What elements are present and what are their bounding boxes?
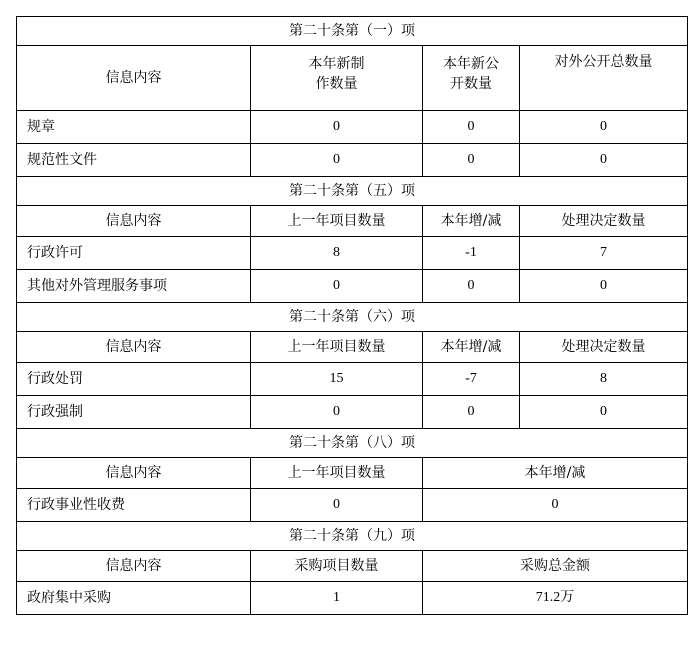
header-row xyxy=(17,46,688,111)
row-value: 7 xyxy=(520,237,688,270)
table-row xyxy=(17,363,688,396)
row-value: 0 xyxy=(423,111,520,144)
row-value: 0 xyxy=(423,489,688,522)
row-value: 0 xyxy=(251,144,423,177)
section-title: 第二十条第（六）项 xyxy=(17,303,688,332)
header-cell: 采购总金额 xyxy=(423,551,688,582)
row-value: 0 xyxy=(520,111,688,144)
row-value: 0 xyxy=(251,396,423,429)
header-row xyxy=(17,551,688,582)
row-label: 政府集中采购 xyxy=(17,582,251,615)
header-row xyxy=(17,458,688,489)
row-value: 0 xyxy=(520,270,688,303)
header-cell: 信息内容 xyxy=(17,551,251,582)
disclosure-table xyxy=(16,16,688,615)
header-cell: 信息内容 xyxy=(17,332,251,363)
row-label: 其他对外管理服务事项 xyxy=(17,270,251,303)
header-cell: 上一年项目数量 xyxy=(251,206,423,237)
section-title-row xyxy=(17,522,688,551)
header-cell: 处理决定数量 xyxy=(520,332,688,363)
row-value: -7 xyxy=(423,363,520,396)
header-cell: 上一年项目数量 xyxy=(251,458,423,489)
section-title: 第二十条第（一）项 xyxy=(17,17,688,46)
row-value: 0 xyxy=(520,144,688,177)
row-label: 规范性文件 xyxy=(17,144,251,177)
section-title: 第二十条第（五）项 xyxy=(17,177,688,206)
header-row xyxy=(17,332,688,363)
header-cell: 上一年项目数量 xyxy=(251,332,423,363)
table-row xyxy=(17,582,688,615)
disclosure-table-container xyxy=(16,16,687,615)
header-cell xyxy=(251,46,423,111)
header-cell: 本年增/减 xyxy=(423,332,520,363)
row-value: 0 xyxy=(423,396,520,429)
header-cell: 信息内容 xyxy=(17,46,251,111)
section-title-row xyxy=(17,17,688,46)
row-value: 0 xyxy=(520,396,688,429)
row-value: 71.2万 xyxy=(423,582,688,615)
row-label: 行政强制 xyxy=(17,396,251,429)
row-label: 行政许可 xyxy=(17,237,251,270)
row-label: 行政处罚 xyxy=(17,363,251,396)
row-value: -1 xyxy=(423,237,520,270)
table-row xyxy=(17,144,688,177)
row-label: 行政事业性收费 xyxy=(17,489,251,522)
table-row xyxy=(17,270,688,303)
header-cell: 信息内容 xyxy=(17,458,251,489)
section-title-row xyxy=(17,303,688,332)
header-cell: 本年增/减 xyxy=(423,206,520,237)
section-title: 第二十条第（九）项 xyxy=(17,522,688,551)
row-value: 0 xyxy=(251,489,423,522)
row-value: 0 xyxy=(423,144,520,177)
table-row xyxy=(17,396,688,429)
header-cell: 信息内容 xyxy=(17,206,251,237)
header-text: 本年新制 作数量 xyxy=(308,56,365,92)
row-value: 0 xyxy=(423,270,520,303)
row-value: 8 xyxy=(520,363,688,396)
header-cell: 采购项目数量 xyxy=(251,551,423,582)
row-value: 15 xyxy=(251,363,423,396)
header-row xyxy=(17,206,688,237)
table-row xyxy=(17,237,688,270)
row-value: 1 xyxy=(251,582,423,615)
table-row xyxy=(17,489,688,522)
header-cell: 对外公开总数量 xyxy=(520,46,688,111)
header-cell: 处理决定数量 xyxy=(520,206,688,237)
header-text: 本年新公 开数量 xyxy=(443,56,499,92)
row-value: 0 xyxy=(251,270,423,303)
header-cell xyxy=(423,46,520,111)
header-cell: 本年增/减 xyxy=(423,458,688,489)
section-title-row xyxy=(17,429,688,458)
table-row xyxy=(17,111,688,144)
row-value: 8 xyxy=(251,237,423,270)
section-title: 第二十条第（八）项 xyxy=(17,429,688,458)
row-label: 规章 xyxy=(17,111,251,144)
row-value: 0 xyxy=(251,111,423,144)
section-title-row xyxy=(17,177,688,206)
